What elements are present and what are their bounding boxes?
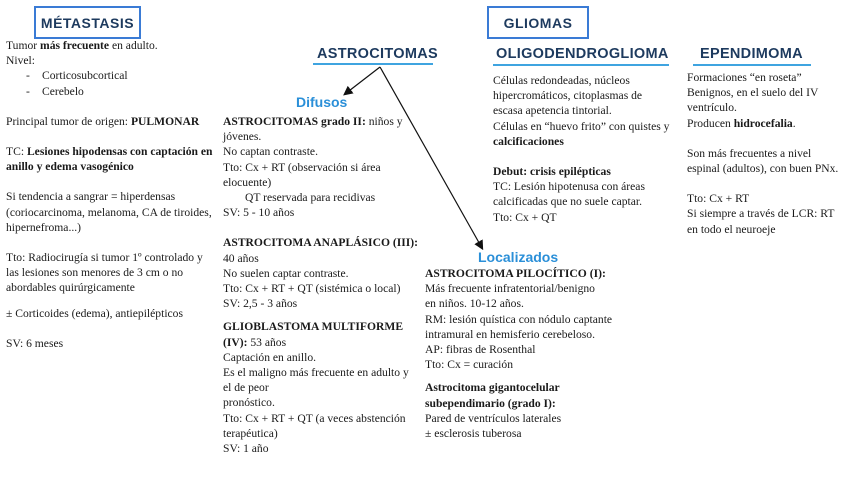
ependimoma-content: Formaciones “en roseta” Benignos, en el suelo del IV ventrículo. Producen hidrocefalia. Son más frecuentes a nivel espinal (adultos), con buen PNx. Tto: Cx + RT Si siempre a través de LCR: RT en todo el neuroeje: [687, 71, 839, 236]
astrocitomas-localizados-content: ASTROCITOMA PILOCÍTICO (I): Más frecuente infratentorial/benigno en niños. 10-12 años. RM: lesión quística con nódulo captante intramural en hemisferio cerebeloso. AP: fibras de Rosenthal Tto: Cx = curación Astrocitoma gigantocelular subependimario (grado I): Pared de ventrículos laterales ± esclerosis tuberosa: [425, 267, 613, 441]
metastasis-content: Tumor más frecuente en adulto. Nivel: - Corticosubcortical - Cerebelo Principal tumor de origen: PULMONAR TC: Lesiones hipodensas con captación en anillo y edema vasogénico Si tendencia a sangrar = hiperdensas (coriocarcinoma, melanoma, CA de tiroides, hipernefroma...) Tto: Radiocirugía si tumor 1º controlado y las lesiones son menores de 3 cm o no abordables quirúrgicamente ± Corticoides (edema), antiepilépticos SV: 6 meses: [6, 38, 218, 351]
astrocitomas-title: ASTROCITOMAS: [317, 46, 438, 62]
localizados-label: Localizados: [478, 249, 559, 265]
arrow-to-difusos: [345, 67, 380, 94]
gliomas-title: GLIOMAS: [503, 14, 573, 31]
oligodendroglioma-title: OLIGODENDROGLIOMA: [496, 46, 669, 62]
difusos-label: Difusos: [296, 94, 348, 110]
metastasis-title: MÉTASTASIS: [40, 14, 135, 31]
ependimoma-title: EPENDIMOMA: [700, 46, 803, 62]
oligodendroglioma-content: Células redondeadas, núcleos hipercromáticos, citoplasmas de escasa apetencia tintorial. Células en “huevo frito” con quistes y calcificaciones Debut: crisis epilépticas TC: Lesión hipotenusa con áreas calcificadas que no suele captar. Tto: Cx + QT: [493, 74, 670, 224]
astrocitomas-difusos-content: ASTROCITOMAS grado II: niños y jóvenes. No captan contraste. Tto: Cx + RT (observación si área elocuente) QT reservada para recidivas SV: 5 - 10 años ASTROCITOMA ANAPLÁSICO (III): 40 años No suelen captar contraste. Tto: Cx + RT + QT (sistémica o local) SV: 2,5 - 3 años GLIOBLASTOMA MULTIFORME (IV): 53 años Captación en anillo. Es el maligno más frecuente en adulto y el de peor pronóstico. Tto: Cx + RT + QT (a veces abstención terapéutica) SV: 1 año: [223, 115, 418, 456]
